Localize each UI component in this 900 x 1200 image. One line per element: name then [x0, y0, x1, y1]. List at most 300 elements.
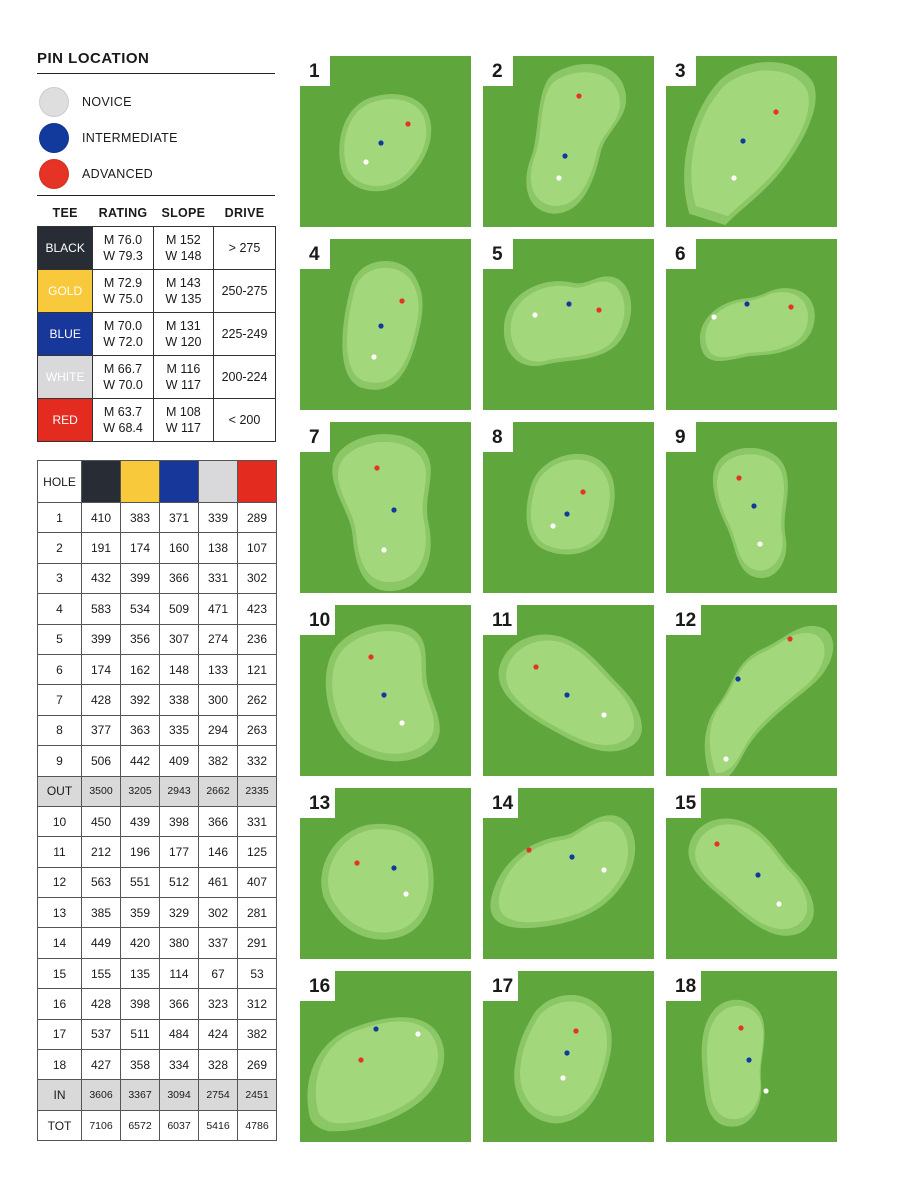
intermediate-pin: [564, 511, 569, 516]
green-map: [483, 422, 654, 593]
subtotal-row: [38, 776, 277, 806]
tee-header: TEE: [52, 206, 78, 220]
yardage-cell: 274: [199, 624, 238, 654]
rating-cell: [93, 356, 153, 399]
pin-legend: [37, 84, 275, 192]
hole-row: [38, 958, 277, 988]
drive-cell: > 275: [214, 227, 276, 270]
novice-pin: [601, 867, 606, 872]
hole-header: HOLE: [38, 461, 82, 503]
yardage-cell: 356: [121, 624, 160, 654]
advanced-pin: [368, 654, 373, 659]
red-tee-swatch: [238, 461, 277, 503]
yardage-cell: 160: [160, 533, 199, 563]
green-hole-number: 13: [300, 788, 335, 818]
advanced-pin: [773, 109, 778, 114]
yardage-cell: 307: [160, 624, 199, 654]
yardage-cell: 392: [121, 685, 160, 715]
yardage-cell: 409: [160, 746, 199, 776]
tee-row: [38, 270, 276, 313]
slope-men: M 116: [166, 362, 201, 376]
green-map: [666, 971, 837, 1142]
slope-cell: [153, 399, 213, 442]
intermediate-pin: [566, 301, 571, 306]
yardage-cell: 450: [82, 806, 121, 836]
yardage-cell: 174: [121, 533, 160, 563]
advanced-pin: [714, 841, 719, 846]
yardage-cell: 366: [160, 989, 199, 1019]
scorecard-table: [37, 460, 277, 1141]
hole-row: [38, 898, 277, 928]
yardage-cell: 281: [238, 898, 277, 928]
green-hole-number: 7: [300, 422, 330, 452]
yardage-cell: 407: [238, 867, 277, 897]
slope-cell: [153, 270, 213, 313]
intermediate-pin: [755, 872, 760, 877]
hole-row: [38, 654, 277, 684]
yardage-cell: 428: [82, 989, 121, 1019]
blue-tee-swatch: [160, 461, 199, 503]
novice-pin: [556, 175, 561, 180]
yardage-cell: 359: [121, 898, 160, 928]
hole-row: [38, 503, 277, 533]
yardage-cell: 269: [238, 1050, 277, 1080]
intermediate-pin: [746, 1057, 751, 1062]
green-map: [666, 239, 837, 410]
tee-table-header: [38, 200, 276, 227]
hole-label: 3: [38, 563, 82, 593]
intermediate-pin: [391, 507, 396, 512]
divider: [37, 195, 275, 196]
rating-women: W 72.0: [103, 335, 143, 349]
yardage-cell: 302: [199, 898, 238, 928]
novice-pin: [532, 312, 537, 317]
slope-women: W 120: [165, 335, 202, 349]
intermediate-pin: [381, 692, 386, 697]
yardage-cell: 442: [121, 746, 160, 776]
yardage-cell: 2335: [238, 776, 277, 806]
putting-surface: [707, 1006, 763, 1119]
yardage-cell: 382: [238, 1019, 277, 1049]
yardage-cell: 551: [121, 867, 160, 897]
green-map: [483, 56, 654, 227]
intermediate-pin: [564, 692, 569, 697]
tee-row: [38, 227, 276, 270]
rating-cell: [93, 313, 153, 356]
green-map: [666, 605, 837, 776]
novice-pin: [550, 523, 555, 528]
yardage-cell: 332: [238, 746, 277, 776]
yardage-cell: 335: [160, 715, 199, 745]
yardage-cell: 366: [160, 563, 199, 593]
yardage-cell: 146: [199, 837, 238, 867]
advanced-pin: [526, 847, 531, 852]
yardage-cell: 563: [82, 867, 121, 897]
hole-label: 4: [38, 594, 82, 624]
hole-row: [38, 533, 277, 563]
rating-men: M 66.7: [103, 362, 143, 376]
hole-label: TOT: [38, 1110, 82, 1140]
tee-name: WHITE: [38, 356, 93, 399]
slope-men: M 131: [166, 319, 201, 333]
hole-row: [38, 1050, 277, 1080]
rating-cell: [93, 227, 153, 270]
intermediate-pin: [562, 153, 567, 158]
advanced-pin: [738, 1025, 743, 1030]
rating-cell: [93, 399, 153, 442]
yardage-cell: 382: [199, 746, 238, 776]
yardage-cell: 331: [199, 563, 238, 593]
green-map: [483, 605, 654, 776]
hole-label: 8: [38, 715, 82, 745]
hole-row: [38, 746, 277, 776]
drive-cell: 250-275: [214, 270, 276, 313]
green-hole-number: 16: [300, 971, 335, 1001]
green-map: [300, 422, 471, 593]
yardage-cell: 399: [82, 624, 121, 654]
yardage-cell: 7106: [82, 1110, 121, 1140]
tee-row: [38, 313, 276, 356]
green-hole-number: 10: [300, 605, 335, 635]
novice-pin: [723, 756, 728, 761]
yardage-cell: 366: [199, 806, 238, 836]
yardage-cell: 196: [121, 837, 160, 867]
hole-row: [38, 594, 277, 624]
hole-label: 17: [38, 1019, 82, 1049]
novice-pin-dot: [39, 87, 69, 117]
hole-row: [38, 563, 277, 593]
hole-label: OUT: [38, 776, 82, 806]
rating-women: W 68.4: [103, 421, 143, 435]
intermediate-pin: [744, 301, 749, 306]
yardage-cell: 339: [199, 503, 238, 533]
drive-header: DRIVE: [224, 206, 265, 220]
yardage-cell: 67: [199, 958, 238, 988]
intermediate-pin: [373, 1026, 378, 1031]
hole-label: IN: [38, 1080, 82, 1110]
hole-label: 12: [38, 867, 82, 897]
yardage-cell: 5416: [199, 1110, 238, 1140]
hole-label: 16: [38, 989, 82, 1019]
advanced-pin: [580, 489, 585, 494]
hole-label: 1: [38, 503, 82, 533]
green-map: [483, 971, 654, 1142]
advanced-pin: [399, 298, 404, 303]
yardage-cell: 107: [238, 533, 277, 563]
yardage-cell: 6572: [121, 1110, 160, 1140]
yardage-cell: 262: [238, 685, 277, 715]
rating-header: RATING: [98, 206, 148, 220]
tee-name: GOLD: [38, 270, 93, 313]
yardage-cell: 3500: [82, 776, 121, 806]
green-map: [300, 788, 471, 959]
novice-pin: [371, 354, 376, 359]
yardage-cell: 121: [238, 654, 277, 684]
hole-row: [38, 685, 277, 715]
tee-ratings-table: [37, 200, 276, 442]
subtotal-row: [38, 1080, 277, 1110]
slope-women: W 135: [165, 292, 202, 306]
green-hole-number: 4: [300, 239, 330, 269]
hole-label: 11: [38, 837, 82, 867]
yardage-cell: 424: [199, 1019, 238, 1049]
novice-pin: [763, 1088, 768, 1093]
tee-row: [38, 356, 276, 399]
legend-label: NOVICE: [82, 95, 132, 109]
drive-cell: 225-249: [214, 313, 276, 356]
yardage-cell: 3606: [82, 1080, 121, 1110]
yardage-cell: 162: [121, 654, 160, 684]
yardage-cell: 509: [160, 594, 199, 624]
yardage-cell: 3367: [121, 1080, 160, 1110]
yardage-cell: 423: [238, 594, 277, 624]
green-hole-number: 12: [666, 605, 701, 635]
hole-label: 13: [38, 898, 82, 928]
yardage-cell: 291: [238, 928, 277, 958]
novice-pin: [381, 547, 386, 552]
scorecard-header: [38, 461, 277, 503]
novice-pin: [363, 159, 368, 164]
yardage-cell: 114: [160, 958, 199, 988]
yardage-cell: 2754: [199, 1080, 238, 1110]
slope-women: W 117: [165, 378, 201, 392]
green-map: [483, 788, 654, 959]
green-map: [483, 239, 654, 410]
hole-row: [38, 715, 277, 745]
yardage-cell: 331: [238, 806, 277, 836]
yardage-cell: 380: [160, 928, 199, 958]
slope-men: M 152: [166, 233, 201, 247]
drive-cell: < 200: [214, 399, 276, 442]
green-hole-number: 9: [666, 422, 696, 452]
hole-row: [38, 624, 277, 654]
yardage-cell: 484: [160, 1019, 199, 1049]
tee-row: [38, 399, 276, 442]
yardage-cell: 6037: [160, 1110, 199, 1140]
yardage-cell: 3205: [121, 776, 160, 806]
yardage-cell: 427: [82, 1050, 121, 1080]
novice-pin: [711, 314, 716, 319]
hole-row: [38, 806, 277, 836]
advanced-pin: [576, 93, 581, 98]
gold-tee-swatch: [121, 461, 160, 503]
hole-row: [38, 989, 277, 1019]
hole-label: 2: [38, 533, 82, 563]
green-hole-number: 1: [300, 56, 330, 86]
novice-pin: [415, 1031, 420, 1036]
yardage-cell: 449: [82, 928, 121, 958]
rating-cell: [93, 270, 153, 313]
yardage-cell: 2943: [160, 776, 199, 806]
yardage-cell: 135: [121, 958, 160, 988]
green-hole-number: 14: [483, 788, 518, 818]
novice-pin: [601, 712, 606, 717]
hole-label: 7: [38, 685, 82, 715]
intermediate-pin: [378, 140, 383, 145]
advanced-pin: [405, 121, 410, 126]
green-map: [666, 422, 837, 593]
novice-pin: [757, 541, 762, 546]
yardage-cell: 263: [238, 715, 277, 745]
advanced-pin: [736, 475, 741, 480]
yardage-cell: 323: [199, 989, 238, 1019]
green-map: [300, 971, 471, 1142]
black-tee-swatch: [82, 461, 121, 503]
green-map: [300, 56, 471, 227]
yardage-cell: 312: [238, 989, 277, 1019]
rating-men: M 63.7: [103, 405, 143, 419]
yardage-cell: 4786: [238, 1110, 277, 1140]
hole-label: 9: [38, 746, 82, 776]
rating-men: M 76.0: [103, 233, 143, 247]
yardage-cell: 506: [82, 746, 121, 776]
green-hole-number: 8: [483, 422, 513, 452]
intermediate-pin: [740, 138, 745, 143]
yardage-cell: 385: [82, 898, 121, 928]
yardage-cell: 583: [82, 594, 121, 624]
advanced-pin: [354, 860, 359, 865]
slope-cell: [153, 356, 213, 399]
yardage-cell: 511: [121, 1019, 160, 1049]
slope-header: SLOPE: [161, 206, 206, 220]
rating-women: W 75.0: [103, 292, 143, 306]
hole-label: 5: [38, 624, 82, 654]
yardage-cell: 125: [238, 837, 277, 867]
yardage-cell: 537: [82, 1019, 121, 1049]
yardage-cell: 300: [199, 685, 238, 715]
hole-label: 18: [38, 1050, 82, 1080]
legend-novice: [37, 84, 275, 120]
intermediate-pin: [751, 503, 756, 508]
yardage-cell: 328: [199, 1050, 238, 1080]
green-map: [666, 56, 837, 227]
yardage-cell: 294: [199, 715, 238, 745]
yardage-cell: 398: [160, 806, 199, 836]
yardage-cell: 338: [160, 685, 199, 715]
legend-intermediate: [37, 120, 275, 156]
advanced-pin-dot: [39, 159, 69, 189]
slope-cell: [153, 227, 213, 270]
green-hole-number: 17: [483, 971, 518, 1001]
advanced-pin: [533, 664, 538, 669]
hole-label: 15: [38, 958, 82, 988]
tee-name: BLUE: [38, 313, 93, 356]
hole-label: 6: [38, 654, 82, 684]
yardage-cell: 377: [82, 715, 121, 745]
rating-women: W 70.0: [103, 378, 143, 392]
tee-name: RED: [38, 399, 93, 442]
yardage-cell: 399: [121, 563, 160, 593]
hole-row: [38, 837, 277, 867]
yardage-cell: 177: [160, 837, 199, 867]
slope-women: W 148: [165, 249, 202, 263]
yardage-cell: 432: [82, 563, 121, 593]
intermediate-pin: [391, 865, 396, 870]
green-hole-number: 2: [483, 56, 513, 86]
legend-label: ADVANCED: [82, 167, 153, 181]
intermediate-pin: [378, 323, 383, 328]
advanced-pin: [374, 465, 379, 470]
novice-pin: [399, 720, 404, 725]
yardage-cell: 358: [121, 1050, 160, 1080]
yardage-cell: 398: [121, 989, 160, 1019]
advanced-pin: [787, 636, 792, 641]
green-map: [300, 239, 471, 410]
green-map: [300, 605, 471, 776]
green-hole-number: 5: [483, 239, 513, 269]
yardage-cell: 461: [199, 867, 238, 897]
yardage-cell: 2451: [238, 1080, 277, 1110]
yardage-cell: 289: [238, 503, 277, 533]
drive-cell: 200-224: [214, 356, 276, 399]
yardage-cell: 2662: [199, 776, 238, 806]
slope-men: M 108: [166, 405, 201, 419]
novice-pin: [776, 901, 781, 906]
green-map: [666, 788, 837, 959]
hole-label: 14: [38, 928, 82, 958]
yardage-cell: 363: [121, 715, 160, 745]
intermediate-pin: [735, 676, 740, 681]
hole-row: [38, 1019, 277, 1049]
yardage-cell: 133: [199, 654, 238, 684]
intermediate-pin: [569, 854, 574, 859]
yardage-cell: 155: [82, 958, 121, 988]
hole-label: 10: [38, 806, 82, 836]
legend-advanced: [37, 156, 275, 192]
yardage-cell: 512: [160, 867, 199, 897]
yardage-cell: 212: [82, 837, 121, 867]
green-hole-number: 6: [666, 239, 696, 269]
yardage-cell: 410: [82, 503, 121, 533]
yardage-cell: 534: [121, 594, 160, 624]
yardage-cell: 148: [160, 654, 199, 684]
legend-label: INTERMEDIATE: [82, 131, 178, 145]
yardage-cell: 439: [121, 806, 160, 836]
yardage-cell: 371: [160, 503, 199, 533]
yardage-cell: 428: [82, 685, 121, 715]
slope-women: W 117: [165, 421, 201, 435]
intermediate-pin-dot: [39, 123, 69, 153]
advanced-pin: [573, 1028, 578, 1033]
green-hole-number: 18: [666, 971, 701, 1001]
yardage-cell: 334: [160, 1050, 199, 1080]
advanced-pin: [358, 1057, 363, 1062]
rating-men: M 70.0: [103, 319, 143, 333]
yardage-cell: 138: [199, 533, 238, 563]
hole-row: [38, 928, 277, 958]
pin-location-title: PIN LOCATION: [37, 50, 275, 74]
yardage-cell: 383: [121, 503, 160, 533]
green-hole-number: 3: [666, 56, 696, 86]
yardage-cell: 329: [160, 898, 199, 928]
hole-row: [38, 867, 277, 897]
yardage-cell: 53: [238, 958, 277, 988]
tee-name: BLACK: [38, 227, 93, 270]
rating-men: M 72.9: [103, 276, 143, 290]
slope-cell: [153, 313, 213, 356]
total-row: [38, 1110, 277, 1140]
yardage-cell: 3094: [160, 1080, 199, 1110]
yardage-cell: 174: [82, 654, 121, 684]
slope-men: M 143: [166, 276, 201, 290]
yardage-cell: 236: [238, 624, 277, 654]
yardage-cell: 471: [199, 594, 238, 624]
green-hole-number: 11: [483, 605, 517, 635]
rating-women: W 79.3: [103, 249, 143, 263]
yardage-cell: 420: [121, 928, 160, 958]
novice-pin: [731, 175, 736, 180]
intermediate-pin: [564, 1050, 569, 1055]
